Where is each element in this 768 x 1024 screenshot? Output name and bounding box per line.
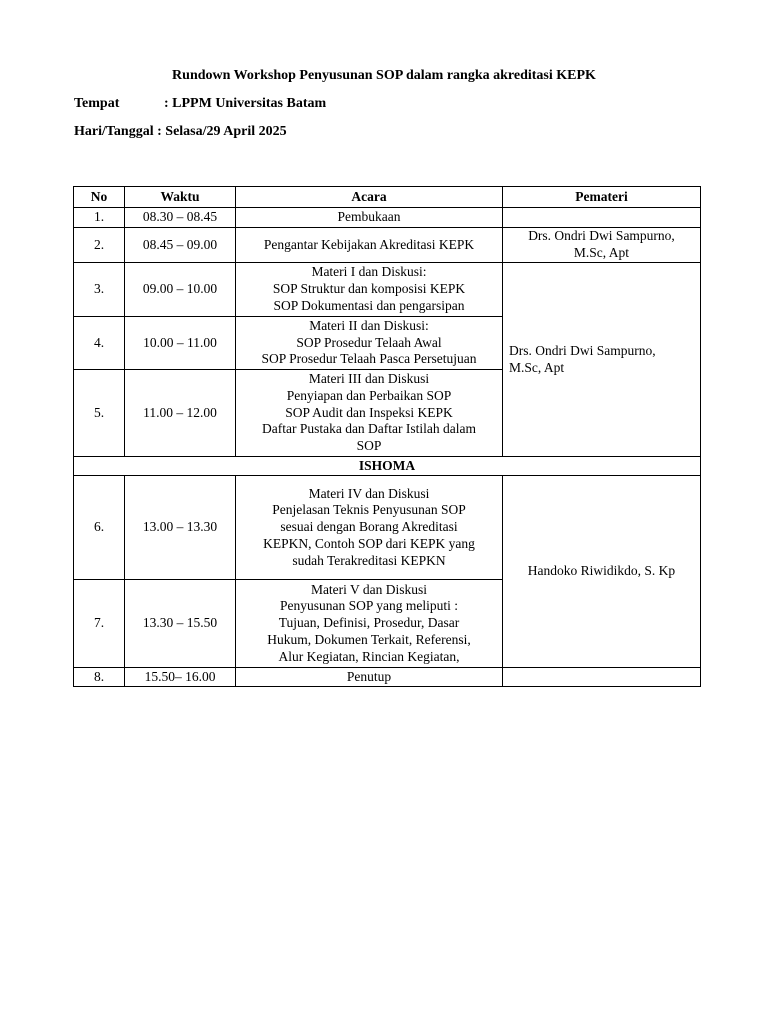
cell-acara: Materi V dan Diskusi Penyusunan SOP yang meliputi : Tujuan, Definisi, Prosedur, Dasar Hukum, Dokumen Terkait, Referensi, Alur Kegiatan, Rincian Kegiatan, [236,580,503,668]
cell-acara: Penutup [236,668,503,687]
cell-waktu: 10.00 – 11.00 [125,317,236,370]
cell-acara: Pengantar Kebijakan Akreditasi KEPK [236,228,503,263]
cell-pemateri: Drs. Ondri Dwi Sampurno, M.Sc, Apt [503,228,701,263]
cell-acara: Materi I dan Diskusi: SOP Struktur dan komposisi KEPK SOP Dokumentasi dan pengarsipan [236,263,503,317]
cell-acara: Pembukaan [236,208,503,228]
header-waktu: Waktu [125,187,236,208]
rundown-table [73,186,701,687]
document-title: Rundown Workshop Penyusunan SOP dalam rangka akreditasi KEPK [172,68,596,83]
cell-waktu: 08.30 – 08.45 [125,208,236,228]
cell-pemateri-empty [503,208,701,228]
header-acara: Acara [236,187,503,208]
cell-waktu: 11.00 – 12.00 [125,370,236,457]
cell-waktu: 13.30 – 15.50 [125,580,236,668]
cell-no: 3. [74,263,125,317]
cell-no: 6. [74,476,125,580]
table-row [74,208,701,228]
table-row [74,668,701,687]
cell-acara: Materi III dan Diskusi Penyiapan dan Perbaikan SOP SOP Audit dan Inspeksi KEPK Daftar Pustaka dan Daftar Istilah dalam SOP [236,370,503,457]
cell-waktu: 08.45 – 09.00 [125,228,236,263]
header-no: No [74,187,125,208]
cell-acara: Materi IV dan Diskusi Penjelasan Teknis Penyusunan SOP sesuai dengan Borang Akreditasi KEPKN, Contoh SOP dari KEPK yang sudah Terakreditasi KEPKN [236,476,503,580]
date-value: : Selasa/29 April 2025 [157,124,287,139]
cell-waktu: 15.50– 16.00 [125,668,236,687]
venue-label: Tempat [74,96,120,111]
table-row [74,228,701,263]
table-row [74,263,701,317]
cell-no: 7. [74,580,125,668]
cell-no: 1. [74,208,125,228]
break-row [74,457,701,476]
cell-pemateri-empty [503,668,701,687]
cell-pemateri: Handoko Riwidikdo, S. Kp [503,476,701,668]
date-label: Hari/Tanggal [74,124,154,139]
header-pemateri: Pemateri [503,187,701,208]
cell-waktu: 09.00 – 10.00 [125,263,236,317]
venue-line [74,96,326,112]
venue-value: : LPPM Universitas Batam [164,96,327,111]
break-label: ISHOMA [74,457,701,476]
cell-acara: Materi II dan Diskusi: SOP Prosedur Telaah Awal SOP Prosedur Telaah Pasca Persetujuan [236,317,503,370]
cell-no: 4. [74,317,125,370]
cell-waktu: 13.00 – 13.30 [125,476,236,580]
cell-no: 8. [74,668,125,687]
cell-no: 2. [74,228,125,263]
table-row [74,476,701,580]
table-header-row [74,187,701,208]
cell-pemateri: Drs. Ondri Dwi Sampurno, M.Sc, Apt [503,263,701,457]
cell-no: 5. [74,370,125,457]
date-line [74,124,287,140]
